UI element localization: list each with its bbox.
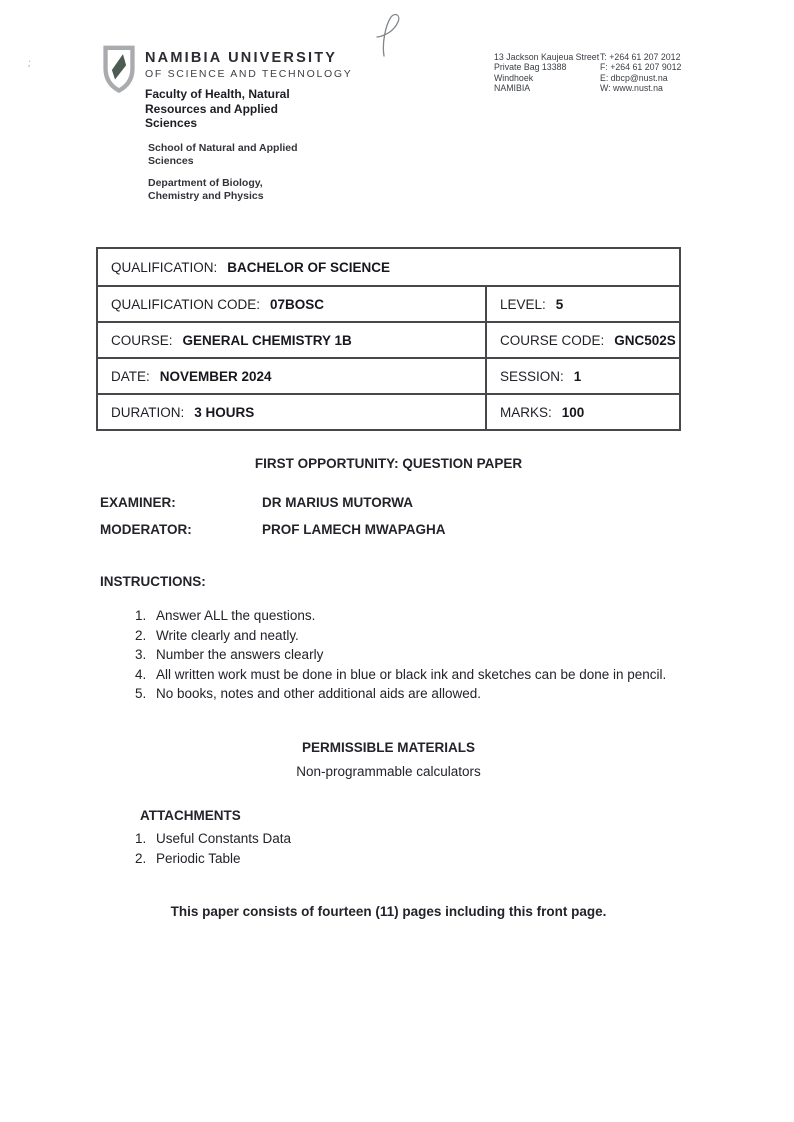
handwritten-pen-mark — [360, 12, 410, 72]
instructions-list — [112, 606, 670, 704]
course-code-label: COURSE CODE: — [500, 332, 605, 348]
session-value: 1 — [573, 368, 582, 384]
table-row — [98, 393, 679, 429]
list-item: 2. Periodic Table — [150, 849, 670, 869]
moderator-value: PROF LAMECH MWAPAGHA — [262, 522, 446, 537]
attachments-heading: ATTACHMENTS — [140, 808, 241, 823]
list-item: 4. All written work must be done in blue or black ink and sketches can be done in pencil. — [150, 665, 670, 685]
school-name: School of Natural and Applied Sciences — [148, 142, 298, 167]
date-value: NOVEMBER 2024 — [159, 368, 272, 384]
qualification-value: BACHELOR OF SCIENCE — [227, 259, 391, 275]
university-subtitle: OF SCIENCE AND TECHNOLOGY — [145, 68, 353, 80]
course-label: COURSE: — [111, 332, 173, 348]
permissible-materials-text: Non-programmable calculators — [296, 764, 481, 779]
instructions-heading: INSTRUCTIONS: — [100, 574, 206, 589]
attachments-list — [112, 829, 670, 868]
level-value: 5 — [555, 296, 564, 312]
session-label: SESSION: — [500, 368, 564, 384]
date-label: DATE: — [111, 368, 150, 384]
table-row — [98, 249, 679, 285]
qualification-label: QUALIFICATION: — [111, 259, 218, 275]
duration-label: DURATION: — [111, 404, 185, 420]
qualification-code-label: QUALIFICATION CODE: — [111, 296, 261, 312]
marks-value: 100 — [561, 404, 585, 420]
qualification-code-value: 07BOSC — [270, 296, 325, 312]
examiner-value: DR MARIUS MUTORWA — [262, 495, 413, 510]
duration-value: 3 HOURS — [194, 404, 255, 420]
table-row — [98, 321, 679, 357]
shield-icon — [100, 44, 138, 96]
list-item: 3. Number the answers clearly — [150, 645, 670, 665]
level-label: LEVEL: — [500, 296, 546, 312]
university-name: NAMIBIA UNIVERSITY — [145, 50, 338, 66]
stray-pen-speck: ; — [27, 57, 32, 70]
marks-label: MARKS: — [500, 404, 552, 420]
table-row — [98, 357, 679, 393]
moderator-label: MODERATOR: — [100, 522, 192, 537]
course-code-value: GNC502S — [614, 332, 676, 348]
list-item: 1. Useful Constants Data — [150, 829, 670, 849]
list-item: 2. Write clearly and neatly. — [150, 626, 670, 646]
permissible-materials-heading: PERMISSIBLE MATERIALS — [301, 740, 475, 755]
list-item: 5. No books, notes and other additional aids are allowed. — [150, 684, 670, 704]
moderator-row — [100, 522, 446, 537]
examiner-label: EXAMINER: — [100, 495, 176, 510]
list-item: 1. Answer ALL the questions. — [150, 606, 670, 626]
paper-title: FIRST OPPORTUNITY: QUESTION PAPER — [254, 456, 523, 471]
contact-block: T: +264 61 207 2012 F: +264 61 207 9012 E: dbcp@nust.na W: www.nust.na — [600, 52, 682, 93]
nust-logo — [100, 44, 138, 101]
department-name: Department of Biology, Chemistry and Physics — [148, 177, 264, 202]
faculty-name: Faculty of Health, Natural Resources and Applied Sciences — [145, 87, 290, 130]
exam-info-table — [96, 247, 681, 431]
table-row — [98, 285, 679, 321]
page-count-note: This paper consists of fourteen (11) pages including this front page. — [170, 904, 607, 919]
course-value: GENERAL CHEMISTRY 1B — [182, 332, 352, 348]
examiner-row — [100, 495, 413, 510]
address-block: 13 Jackson Kaujeua Street Private Bag 13388 Windhoek NAMIBIA — [494, 52, 600, 93]
